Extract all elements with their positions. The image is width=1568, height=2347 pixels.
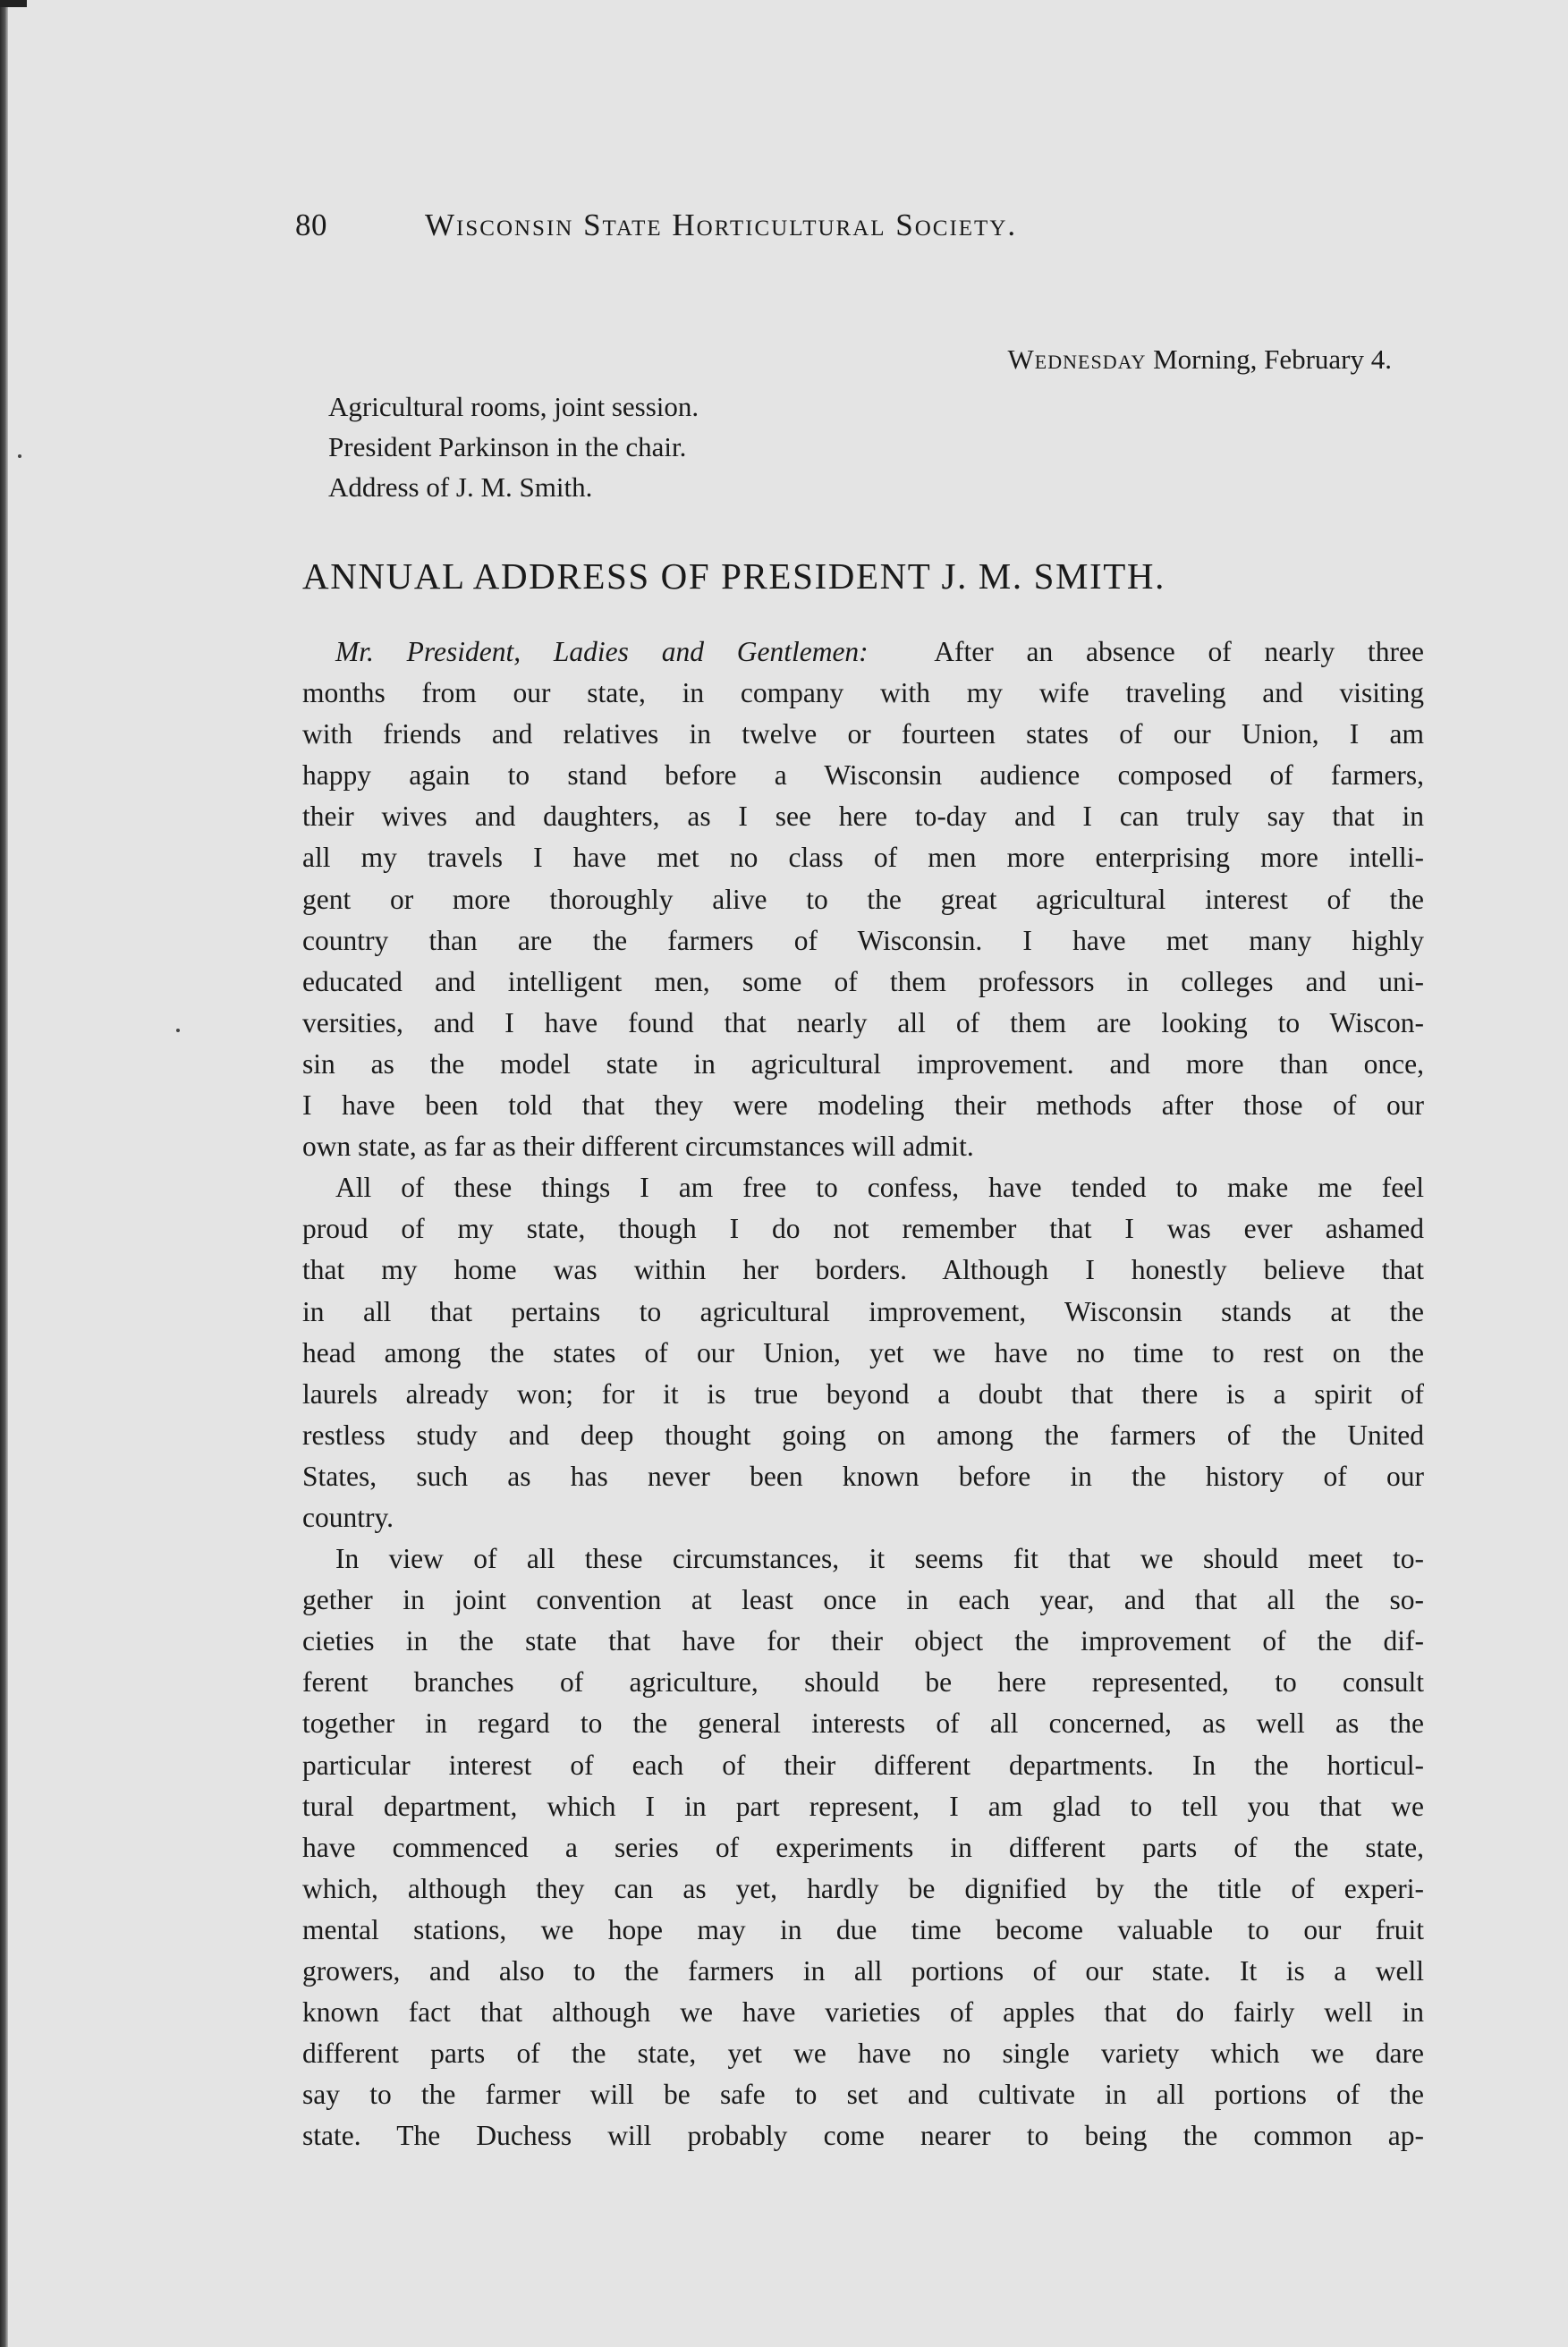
text-line: which, although they can as yet, hardly be dignified by the title of experi-: [302, 1872, 1424, 1904]
dateline-day: Wednesday: [1007, 343, 1147, 375]
text-line: tural department, which I in part represent, I am glad to tell you that we: [302, 1790, 1424, 1822]
text-line: In view of all these circumstances, it seems fit that we should meet to-: [335, 1543, 1424, 1575]
text-line: Mr. President, Ladies and Gentlemen: After an absence of nearly three: [335, 636, 1424, 667]
text-line: sin as the model state in agricultural improvement. and more than once,: [302, 1047, 1424, 1080]
text-line: mental stations, we hope may in due time become valuable to our fruit: [302, 1913, 1424, 1945]
scan-speck: [176, 1029, 180, 1032]
text-line: I have been told that they were modeling their methods after those of our: [302, 1089, 1424, 1122]
section-title: ANNUAL ADDRESS OF PRESIDENT J. M. SMITH.: [302, 555, 1165, 597]
text-line: different parts of the state, yet we have no single variety which we dare: [302, 2038, 1424, 2070]
text-line: States, such as has never been known before in the history of our: [302, 1460, 1424, 1492]
text-line: All of these things I am free to confess, have tended to make me feel: [335, 1172, 1424, 1204]
text-line: gent or more thoroughly alive to the great agricultural interest of the: [302, 883, 1424, 915]
text-line: all my travels I have met no class of men more enterprising more intelli-: [302, 842, 1424, 874]
page-binding-edge: [0, 0, 8, 2347]
page-number: 80: [295, 208, 327, 242]
text-line: proud of my state, though I do not remember that I was ever ashamed: [302, 1213, 1424, 1245]
text-line: growers, and also to the farmers in all portions of our state. It is a well: [302, 1955, 1424, 1987]
text-line: head among the states of our Union, yet we have no time to rest on the: [302, 1336, 1424, 1368]
text-line: gether in joint convention at least once in each year, and that all the so-: [302, 1584, 1424, 1616]
running-header: [295, 208, 1297, 243]
text-line: together in regard to the general interests of all concerned, as well as the: [302, 1707, 1424, 1740]
text-line: laurels already won; for it is true beyond a doubt that there is a spirit of: [302, 1377, 1424, 1410]
text-line: known fact that although we have varieties of apples that do fairly well in: [302, 1996, 1424, 2029]
text-line: say to the farmer will be safe to set and cultivate in all portions of the: [302, 2079, 1424, 2111]
text-line: with friends and relatives in twelve or fourteen states of our Union, I am: [302, 718, 1424, 750]
dateline-rest: Morning, February 4.: [1153, 343, 1392, 375]
text-line: that my home was within her borders. Although I honestly believe that: [302, 1254, 1424, 1286]
text-line: state. The Duchess will probably come nearer to being the common ap-: [302, 2120, 1424, 2152]
text-line: have commenced a series of experiments in different parts of the state,: [302, 1831, 1424, 1863]
session-notes: [328, 386, 699, 507]
session-note: President Parkinson in the chair.: [328, 431, 687, 462]
text-line: country than are the farmers of Wisconsin. I have met many highly: [302, 924, 1424, 956]
body-text: [302, 631, 1424, 2156]
text-line: educated and intelligent men, some of them professors in colleges and uni-: [302, 965, 1424, 997]
scan-corner-mark: [0, 0, 27, 7]
running-title: Wisconsin State Horticultural Society.: [425, 208, 1018, 242]
text-line: country.: [302, 1501, 394, 1533]
session-note: Address of J. M. Smith.: [328, 471, 593, 503]
scan-speck: [18, 454, 21, 458]
text-line: months from our state, in company with my wife traveling and visiting: [302, 677, 1424, 709]
text-line: particular interest of each of their different departments. In the horticul-: [302, 1749, 1424, 1781]
text-line: ferent branches of agriculture, should be here represented, to consult: [302, 1666, 1424, 1699]
session-note: Agricultural rooms, joint session.: [328, 391, 699, 422]
text-line: happy again to stand before a Wisconsin audience composed of farmers,: [302, 759, 1424, 792]
text-line: their wives and daughters, as I see here to-day and I can truly say that in: [302, 801, 1424, 833]
dateline: [1008, 343, 1392, 376]
salutation: Mr. President, Ladies and Gentlemen:: [335, 636, 869, 667]
text-line: cieties in the state that have for their object the improvement of the dif-: [302, 1625, 1424, 1657]
text-line: restless study and deep thought going on among the farmers of the United: [302, 1419, 1424, 1451]
text-line: own state, as far as their different circumstances will admit.: [302, 1131, 974, 1163]
text-line: in all that pertains to agricultural improvement, Wisconsin stands at the: [302, 1295, 1424, 1327]
text-line: versities, and I have found that nearly all of them are looking to Wiscon-: [302, 1006, 1424, 1038]
